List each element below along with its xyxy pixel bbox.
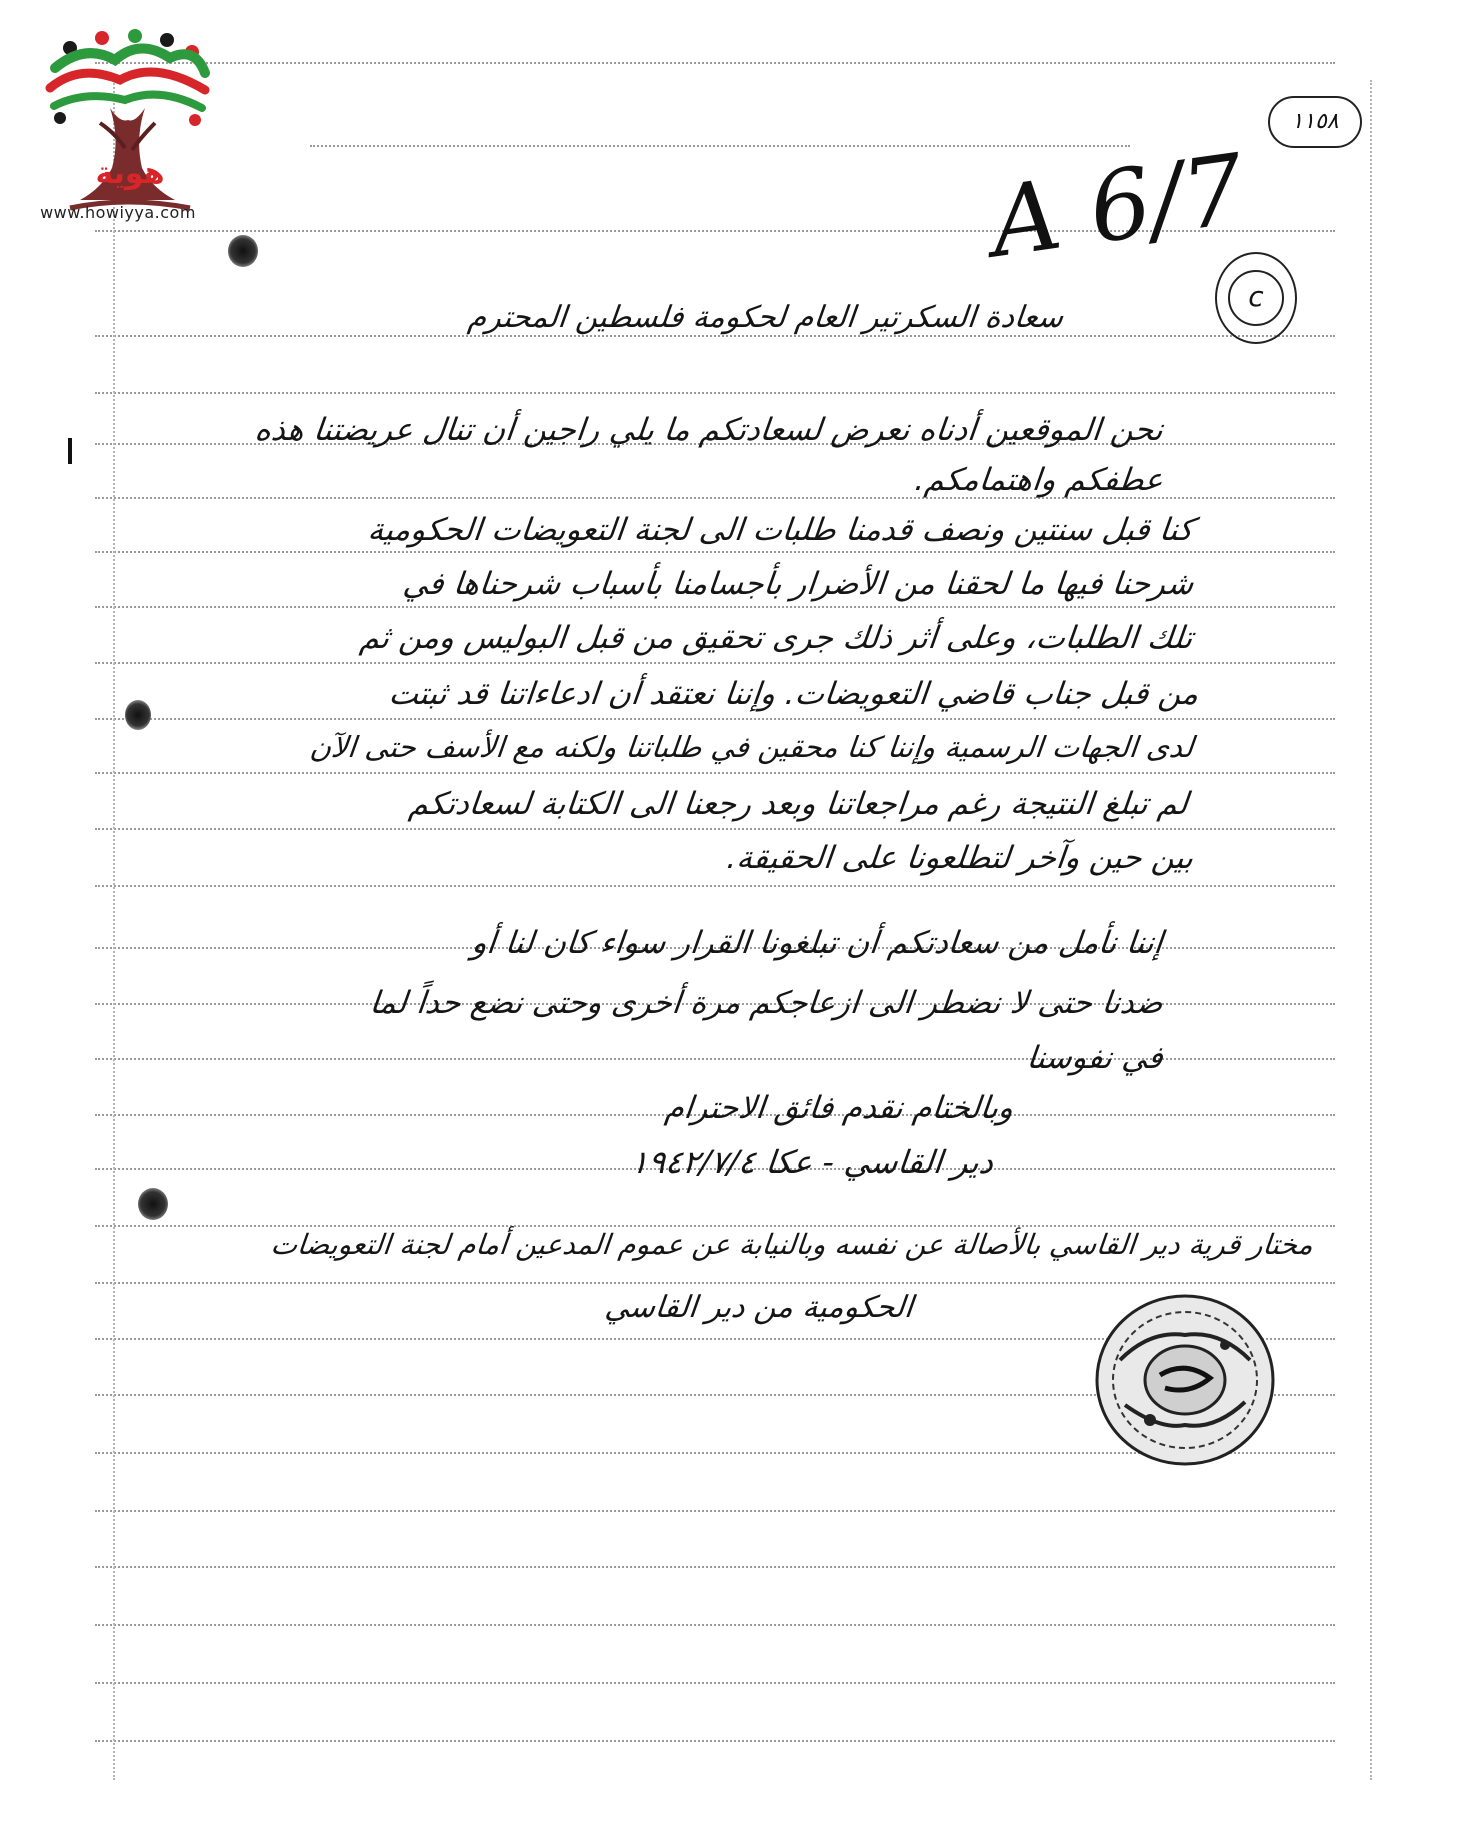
ink-blot xyxy=(125,700,151,730)
document-number: ١١٥٨ xyxy=(1268,96,1362,148)
body-line: لدى الجهات الرسمية وإننا كنا محقين في طلباتنا ولكنه مع الأسف حتى الآن xyxy=(307,730,1195,764)
handwritten-initials: A 6/7 xyxy=(983,132,1251,280)
signature-line: الحكومية من دير القاسي xyxy=(603,1290,915,1325)
salutation: سعادة السكرتير العام لحكومة فلسطين المحترم xyxy=(466,300,1065,335)
closing-line: وبالختام نقدم فائق الاحترام xyxy=(662,1090,1015,1126)
ink-blot xyxy=(228,235,258,267)
signature-line: مختار قرية دير القاسي بالأصالة عن نفسه وبالنيابة عن عموم المدعين أمام لجنة التعويضات xyxy=(269,1228,1315,1261)
body-line: إننا نأمل من سعادتكم أن تبلغونا القرار سواء كان لنا أو xyxy=(470,925,1165,961)
body-line: من قبل جناب قاضي التعويضات. وإننا نعتقد أن ادعاءاتنا قد ثبتت xyxy=(386,676,1200,712)
body-line: نحن الموقعين أدناه نعرض لسعادتكم ما يلي راجين أن تنال عريضتنا هذه xyxy=(253,412,1165,448)
body-line: شرحنا فيها ما لحقنا من الأضرار بأجسامنا بأسباب شرحناها في xyxy=(400,566,1195,602)
body-line: تلك الطلبات، وعلى أثر ذلك جرى تحقيق من قبل البوليس ومن ثم xyxy=(358,620,1195,656)
body-line: كنا قبل سنتين ونصف قدمنا طلبات الى لجنة التعويضات الحكومية xyxy=(365,512,1195,548)
date-place: دير القاسي - عكا ١٩٤٢/٧/٤ xyxy=(628,1143,995,1181)
body-line: لم تبلغ النتيجة رغم مراجعاتنا وبعد رجعنا الى الكتابة لسعادتكم xyxy=(407,786,1190,822)
seal-stamp-icon xyxy=(1090,1290,1280,1470)
body-line: في نفوسنا xyxy=(1025,1040,1165,1076)
margin-mark xyxy=(68,438,72,464)
body-line: بين حين وآخر لتطلعونا على الحقيقة. xyxy=(724,840,1195,876)
body-line: عطفكم واهتمامكم. xyxy=(913,462,1165,498)
circled-mark: c xyxy=(1228,270,1284,326)
body-line: ضدنا حتى لا نضطر الى ازعاجكم مرة أخرى وحتى نضع حداً لما xyxy=(368,985,1165,1021)
logo-url[interactable]: www.howiyya.com xyxy=(40,203,196,222)
official-seal xyxy=(1090,1290,1280,1470)
ink-blot xyxy=(138,1188,168,1220)
logo-wordmark: هوية xyxy=(95,156,165,191)
